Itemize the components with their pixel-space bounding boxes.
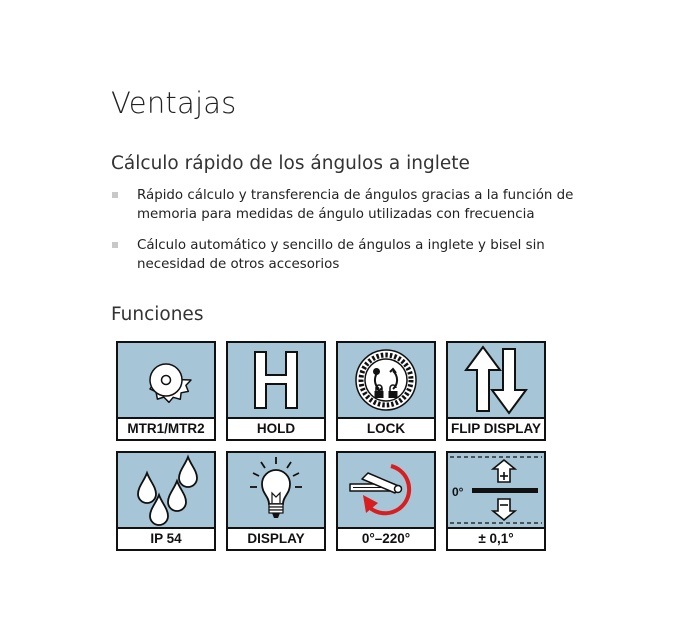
function-tile-hold — [226, 341, 326, 441]
function-tile-flip — [446, 341, 546, 441]
bullet-square-icon — [112, 242, 118, 248]
list-item-text: Cálculo automático y sencillo de ángulos a inglete y bisel sin necesidad de otros accesorios — [137, 238, 545, 272]
tile-label: HOLD — [256, 421, 296, 436]
water-drops-icon — [118, 453, 214, 529]
function-tile-ip54 — [116, 451, 216, 551]
tile-label: LOCK — [366, 421, 406, 436]
tile-label: MTR1/MTR2 — [127, 421, 205, 436]
angle-range-icon — [338, 453, 434, 529]
functions-heading: Funciones — [111, 304, 204, 325]
light-bulb-icon — [228, 453, 324, 529]
advantages-list — [111, 186, 591, 286]
flip-arrows-icon — [448, 343, 544, 419]
lock-dial-icon — [338, 343, 434, 419]
bullet-square-icon — [112, 192, 118, 198]
zero-degree-label: 0° — [452, 485, 464, 499]
tile-label: 0°–220° — [361, 531, 411, 546]
precision-icon — [448, 453, 544, 529]
function-tile-precision — [446, 451, 546, 551]
page-title: Ventajas — [111, 86, 237, 120]
section-heading: Cálculo rápido de los ángulos a inglete — [111, 153, 470, 174]
tile-label: IP 54 — [150, 531, 182, 546]
saw-blade-icon — [118, 343, 214, 419]
list-item — [111, 236, 591, 274]
function-tile-mtr — [116, 341, 216, 441]
function-tile-display — [226, 451, 326, 551]
function-tile-angle — [336, 451, 436, 551]
functions-grid — [116, 341, 548, 551]
tile-label: FLIP DISPLAY — [450, 421, 542, 436]
tile-label: DISPLAY — [247, 531, 305, 546]
list-item-text: Rápido cálculo y transferencia de ángulos gracias a la función de memoria para medidas de ángulo utilizadas con frecuencia — [137, 188, 574, 222]
letter-h-icon — [228, 343, 324, 419]
tile-label: ± 0,1° — [478, 531, 514, 546]
list-item — [111, 186, 591, 224]
function-tile-lock — [336, 341, 436, 441]
